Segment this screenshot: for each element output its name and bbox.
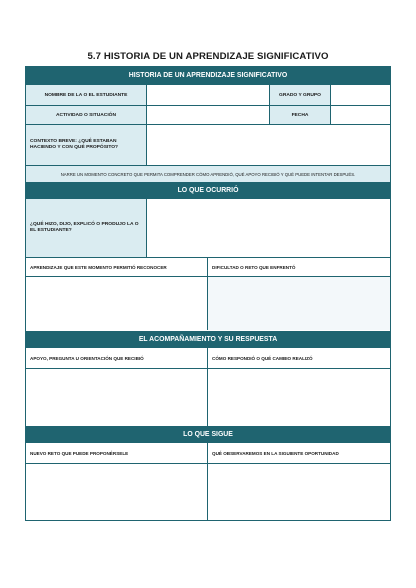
activity-field[interactable]: [147, 106, 270, 124]
form-header-band: HISTORIA DE UN APRENDIZAJE SIGNIFICATIVO: [26, 67, 390, 84]
section-band-support: EL ACOMPAÑAMIENTO Y SU RESPUESTA: [26, 331, 390, 348]
difficulty-field[interactable]: [208, 277, 390, 330]
what-happened-question-row: [26, 199, 390, 257]
learning-recognized-field[interactable]: [26, 277, 208, 330]
date-field[interactable]: [331, 106, 390, 124]
difficulty-label: DIFICULTAD O RETO QUE ENFRENTÓ: [208, 258, 390, 276]
what-happened-field[interactable]: [147, 199, 390, 257]
response-change-label: CÓMO RESPONDIÓ O QUÉ CAMBIO REALIZÓ: [208, 348, 390, 368]
what-happened-question-label: ¿QUÉ HIZO, DIJO, EXPLICÓ O PRODUJO LA O EL ESTUDIANTE?: [26, 199, 147, 257]
next-observation-label: QUÉ OBSERVAREMOS EN LA SIGUIENTE OPORTUNIDAD: [208, 443, 390, 463]
activity-row: [26, 105, 390, 124]
section-band-what-happened: LO QUE OCURRIÓ: [26, 182, 390, 199]
next-answer-row: [26, 463, 390, 520]
learning-recognized-label: APRENDIZAJE QUE ESTE MOMENTO PERMITIÓ RECONOCER: [26, 258, 208, 276]
support-answer-row: [26, 368, 390, 426]
next-header-row: [26, 443, 390, 463]
learning-difficulty-answer-row: [26, 276, 390, 330]
next-observation-field[interactable]: [208, 464, 390, 520]
new-challenge-label: NUEVO RETO QUE PUEDE PROPONÉRSELE: [26, 443, 208, 463]
section-band-next: LO QUE SIGUE: [26, 426, 390, 443]
context-row: [26, 124, 390, 165]
response-change-field[interactable]: [208, 369, 390, 426]
page-title: 5.7 HISTORIA DE UN APRENDIZAJE SIGNIFICATIVO: [87, 51, 329, 62]
instruction-note: NARRE UN MOMENTO CONCRETO QUE PERMITA COMPRENDER CÓMO APRENDIÓ, QUÉ APOYO RECIBIÓ Y QUÉ PUEDE INTENTAR DESPUÉS.: [26, 165, 390, 182]
grade-group-field[interactable]: [331, 85, 390, 105]
context-label: CONTEXTO BREVE: ¿QUÉ ESTABAN HACIENDO Y CON QUÉ PROPÓSITO?: [26, 125, 147, 165]
support-received-label: APOYO, PREGUNTA U ORIENTACIÓN QUE RECIBIÓ: [26, 348, 208, 368]
context-field[interactable]: [147, 125, 390, 165]
student-name-field[interactable]: [147, 85, 270, 105]
learning-difficulty-header-row: [26, 257, 390, 276]
grade-group-label: GRADO Y GRUPO: [270, 85, 331, 105]
new-challenge-field[interactable]: [26, 464, 208, 520]
learning-story-form: [25, 66, 391, 521]
support-received-field[interactable]: [26, 369, 208, 426]
activity-label: ACTIVIDAD O SITUACIÓN: [26, 106, 147, 124]
date-label: FECHA: [270, 106, 331, 124]
student-name-label: NOMBRE DE LA O EL ESTUDIANTE: [26, 85, 147, 105]
support-header-row: [26, 348, 390, 368]
student-name-row: [26, 84, 390, 105]
